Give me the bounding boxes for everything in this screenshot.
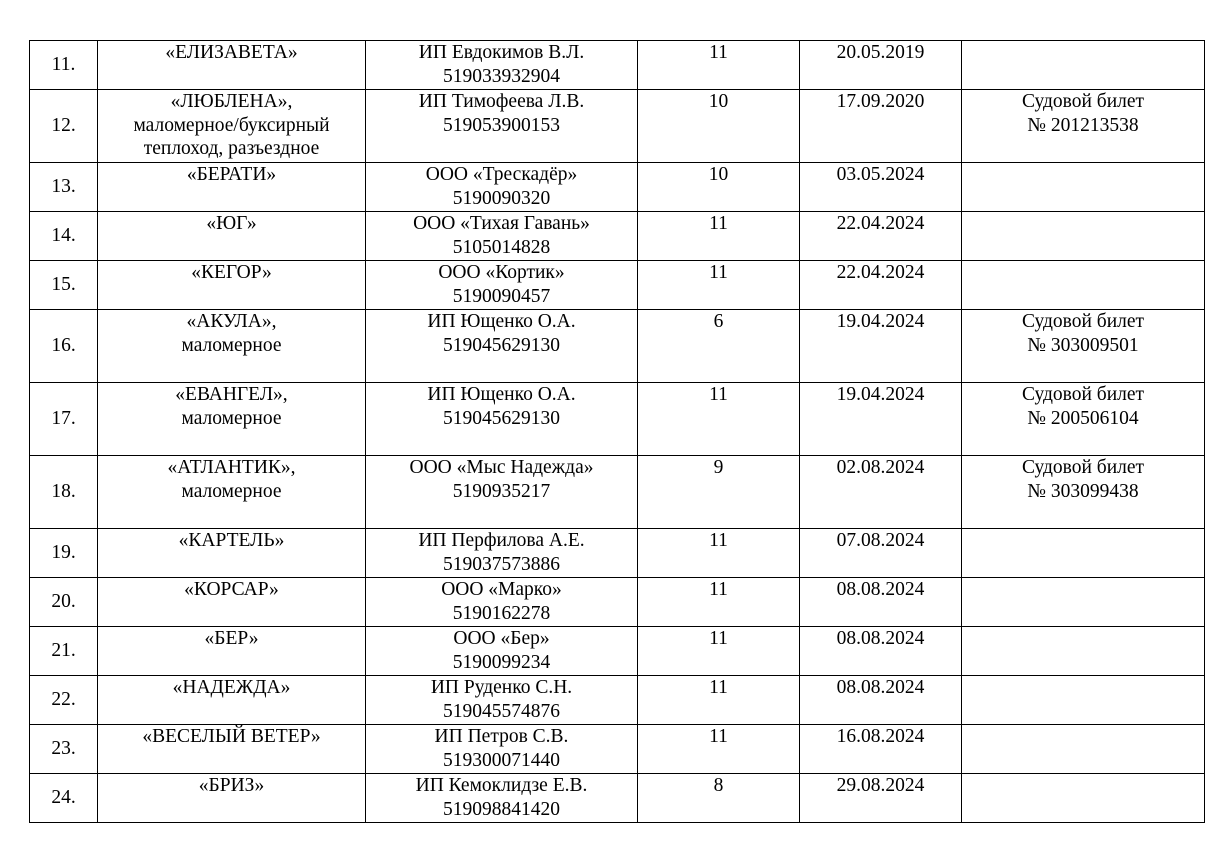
date-cell [800, 676, 962, 725]
owner-name: ООО «Кортик» [438, 262, 565, 283]
note-line: № 201213538 [1027, 114, 1139, 136]
row-number: 21. [51, 640, 76, 662]
owner-cell [366, 163, 638, 212]
owner-name: ИП Ющенко О.А. [427, 311, 576, 332]
vessel-name-cell [98, 163, 366, 212]
table-row [30, 529, 1205, 578]
date-value: 08.08.2024 [836, 579, 925, 600]
row-number-cell [30, 261, 98, 310]
date-value: 07.08.2024 [836, 530, 925, 551]
note-cell [962, 529, 1205, 578]
vessel-registry-table [29, 40, 1205, 823]
owner-inn: 519037573886 [443, 553, 560, 575]
row-number-cell [30, 725, 98, 774]
date-value: 22.04.2024 [836, 262, 925, 283]
date-cell [800, 578, 962, 627]
owner-cell [366, 578, 638, 627]
vessel-name-line: «ЕВАНГЕЛ», [175, 384, 288, 405]
date-cell [800, 261, 962, 310]
note-cell [962, 725, 1205, 774]
vessel-name-line: «АКУЛА», [186, 311, 277, 332]
note-cell [962, 627, 1205, 676]
count-value: 10 [708, 164, 729, 185]
row-number-cell [30, 578, 98, 627]
count-cell [638, 627, 800, 676]
count-cell [638, 163, 800, 212]
owner-cell [366, 261, 638, 310]
owner-name: ИП Перфилова А.Е. [418, 530, 585, 551]
table-row [30, 774, 1205, 823]
owner-name: ООО «Трескадёр» [425, 164, 578, 185]
date-cell [800, 41, 962, 90]
owner-inn: 519033932904 [443, 65, 560, 87]
owner-name: ИП Ющенко О.А. [427, 384, 576, 405]
owner-inn: 5105014828 [452, 236, 551, 258]
note-cell [962, 676, 1205, 725]
vessel-name-line: «НАДЕЖДА» [172, 677, 291, 698]
date-value: 16.08.2024 [836, 726, 925, 747]
vessel-name-cell [98, 383, 366, 456]
count-cell [638, 456, 800, 529]
date-cell [800, 725, 962, 774]
table-row [30, 725, 1205, 774]
vessel-name-cell [98, 725, 366, 774]
count-cell [638, 212, 800, 261]
note-line: Судовой билет [1021, 384, 1145, 405]
count-value: 11 [709, 42, 728, 63]
row-number: 11. [51, 54, 76, 76]
owner-cell [366, 529, 638, 578]
date-cell [800, 90, 962, 163]
table-row [30, 578, 1205, 627]
owner-name: ИП Кемоклидзе Е.В. [415, 775, 588, 796]
note-cell [962, 212, 1205, 261]
date-cell [800, 310, 962, 383]
date-value: 17.09.2020 [836, 91, 925, 112]
table-row [30, 261, 1205, 310]
table-row [30, 310, 1205, 383]
count-cell [638, 310, 800, 383]
date-cell [800, 529, 962, 578]
table-row [30, 676, 1205, 725]
note-line: Судовой билет [1021, 311, 1145, 332]
date-value: 08.08.2024 [836, 628, 925, 649]
date-value: 03.05.2024 [836, 164, 925, 185]
note-cell [962, 456, 1205, 529]
count-cell [638, 261, 800, 310]
row-number: 17. [51, 408, 76, 430]
row-number: 19. [51, 542, 76, 564]
date-value: 08.08.2024 [836, 677, 925, 698]
count-cell [638, 41, 800, 90]
vessel-name-cell [98, 90, 366, 163]
row-number: 23. [51, 738, 76, 760]
vessel-name-line: маломерное/буксирный [133, 114, 330, 136]
table-row [30, 163, 1205, 212]
vessel-name-cell [98, 627, 366, 676]
owner-inn: 5190090457 [452, 285, 551, 307]
date-cell [800, 456, 962, 529]
note-cell [962, 578, 1205, 627]
owner-cell [366, 774, 638, 823]
row-number-cell [30, 310, 98, 383]
date-cell [800, 774, 962, 823]
vessel-name-line: «ЛЮБЛЕНА», [170, 91, 293, 112]
owner-cell [366, 725, 638, 774]
row-number-cell [30, 456, 98, 529]
row-number-cell [30, 627, 98, 676]
row-number-cell [30, 41, 98, 90]
note-cell [962, 774, 1205, 823]
count-value: 10 [708, 91, 729, 112]
note-line: № 200506104 [1027, 407, 1139, 429]
owner-cell [366, 310, 638, 383]
vessel-name-line: маломерное [181, 407, 282, 429]
table-row [30, 627, 1205, 676]
date-value: 02.08.2024 [836, 457, 925, 478]
table-row [30, 456, 1205, 529]
row-number-cell [30, 774, 98, 823]
owner-cell [366, 212, 638, 261]
table-row [30, 41, 1205, 90]
vessel-name-cell [98, 578, 366, 627]
vessel-name-cell [98, 41, 366, 90]
row-number: 22. [51, 689, 76, 711]
owner-inn: 519045629130 [443, 334, 560, 356]
count-value: 11 [709, 579, 728, 600]
vessel-name-line: теплоход, разъездное [143, 138, 320, 159]
owner-name: ИП Евдокимов В.Л. [418, 42, 585, 63]
vessel-name-line: «КАРТЕЛЬ» [178, 530, 285, 551]
row-number: 12. [51, 115, 76, 137]
count-value: 8 [713, 775, 724, 796]
owner-inn: 519045629130 [443, 407, 560, 429]
note-cell [962, 41, 1205, 90]
count-value: 9 [713, 457, 724, 478]
table-row [30, 90, 1205, 163]
row-number-cell [30, 676, 98, 725]
note-cell [962, 261, 1205, 310]
row-number: 16. [51, 335, 76, 357]
owner-inn: 519300071440 [443, 749, 560, 771]
date-cell [800, 627, 962, 676]
note-cell [962, 310, 1205, 383]
date-value: 20.05.2019 [836, 42, 925, 63]
vessel-name-line: «БРИЗ» [198, 775, 265, 796]
count-value: 11 [709, 213, 728, 234]
vessel-name-line: «БЕР» [204, 628, 259, 649]
row-number: 14. [51, 225, 76, 247]
row-number: 24. [51, 787, 76, 809]
note-line: Судовой билет [1021, 91, 1145, 112]
row-number: 20. [51, 591, 76, 613]
note-line: Судовой билет [1021, 457, 1145, 478]
owner-cell [366, 456, 638, 529]
owner-cell [366, 676, 638, 725]
count-cell [638, 725, 800, 774]
vessel-name-line: маломерное [181, 334, 282, 356]
count-value: 11 [709, 384, 728, 405]
owner-inn: 519098841420 [443, 798, 560, 820]
count-value: 11 [709, 530, 728, 551]
row-number-cell [30, 529, 98, 578]
vessel-name-line: «ЕЛИЗАВЕТА» [165, 42, 298, 63]
count-value: 11 [709, 677, 728, 698]
row-number-cell [30, 163, 98, 212]
vessel-name-line: «КОРСАР» [184, 579, 279, 600]
owner-name: ООО «Мыс Надежда» [409, 457, 594, 478]
vessel-name-line: «ВЕСЕЛЫЙ ВЕТЕР» [142, 726, 321, 747]
count-value: 6 [713, 311, 724, 332]
count-value: 11 [709, 262, 728, 283]
table-row [30, 212, 1205, 261]
count-cell [638, 90, 800, 163]
date-value: 19.04.2024 [836, 384, 925, 405]
count-value: 11 [709, 726, 728, 747]
count-cell [638, 529, 800, 578]
note-cell [962, 383, 1205, 456]
vessel-name-cell [98, 212, 366, 261]
count-cell [638, 676, 800, 725]
vessel-name-line: «ЮГ» [206, 213, 257, 234]
count-cell [638, 774, 800, 823]
owner-inn: 519053900153 [443, 114, 560, 136]
date-value: 22.04.2024 [836, 213, 925, 234]
note-cell [962, 90, 1205, 163]
vessel-name-cell [98, 261, 366, 310]
table-row [30, 383, 1205, 456]
owner-cell [366, 383, 638, 456]
owner-name: ИП Петров С.В. [434, 726, 569, 747]
date-cell [800, 383, 962, 456]
date-value: 29.08.2024 [836, 775, 925, 796]
owner-inn: 5190162278 [452, 602, 551, 624]
owner-name: ИП Руденко С.Н. [430, 677, 573, 698]
vessel-name-cell [98, 310, 366, 383]
vessel-name-line: «АТЛАНТИК», [167, 457, 296, 478]
owner-name: ООО «Марко» [441, 579, 562, 600]
date-value: 19.04.2024 [836, 311, 925, 332]
vessel-name-cell [98, 456, 366, 529]
note-line: № 303099438 [1027, 480, 1139, 502]
owner-name: ИП Тимофеева Л.В. [418, 91, 585, 112]
row-number: 18. [51, 481, 76, 503]
count-cell [638, 383, 800, 456]
owner-cell [366, 41, 638, 90]
owner-inn: 5190935217 [452, 480, 551, 502]
vessel-name-line: маломерное [181, 480, 282, 502]
note-line: № 303009501 [1027, 334, 1139, 356]
note-cell [962, 163, 1205, 212]
owner-cell [366, 90, 638, 163]
row-number-cell [30, 383, 98, 456]
owner-inn: 5190090320 [452, 187, 551, 209]
owner-name: ООО «Тихая Гавань» [413, 213, 590, 234]
vessel-name-line: «КЕГОР» [191, 262, 272, 283]
row-number: 13. [51, 176, 76, 198]
count-value: 11 [709, 628, 728, 649]
owner-inn: 519045574876 [443, 700, 560, 722]
date-cell [800, 163, 962, 212]
date-cell [800, 212, 962, 261]
table-body [30, 41, 1205, 823]
count-cell [638, 578, 800, 627]
vessel-name-cell [98, 676, 366, 725]
row-number: 15. [51, 274, 76, 296]
vessel-name-cell [98, 774, 366, 823]
vessel-name-line: «БЕРАТИ» [186, 164, 277, 185]
row-number-cell [30, 212, 98, 261]
owner-name: ООО «Бер» [453, 628, 550, 649]
row-number-cell [30, 90, 98, 163]
owner-inn: 5190099234 [452, 651, 551, 673]
owner-cell [366, 627, 638, 676]
vessel-name-cell [98, 529, 366, 578]
